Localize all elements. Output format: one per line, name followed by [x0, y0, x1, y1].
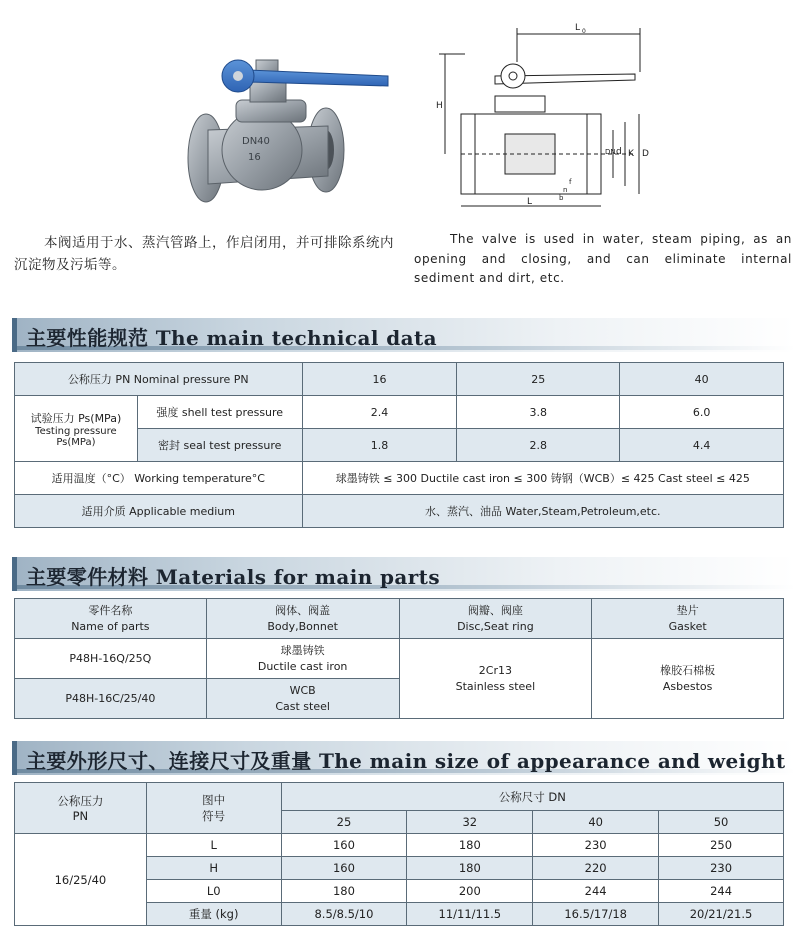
size-value: 20/21/21.5	[659, 903, 784, 926]
photo-marking-bottom: 16	[248, 152, 261, 163]
medium-label: 适用介质 Applicable medium	[15, 495, 303, 528]
size-value: 16.5/17/18	[533, 903, 659, 926]
symbol: L	[146, 834, 281, 857]
temperature-label: 适用温度（°C） Working temperature°C	[15, 462, 303, 495]
size-value: 160	[281, 834, 407, 857]
shell-value: 2.4	[302, 396, 457, 429]
photo-marking-top: DN40	[242, 136, 270, 147]
size-value: 180	[281, 880, 407, 903]
table-row	[15, 599, 784, 639]
gasket-material: 橡胶石棉板 Asbestos	[592, 639, 784, 719]
size-value: 160	[281, 857, 407, 880]
header-disc: 阀瓣、阀座 Disc,Seat ring	[399, 599, 592, 639]
size-value: 220	[533, 857, 659, 880]
symbol-label: 图中 符号	[146, 783, 281, 834]
symbol: L0	[146, 880, 281, 903]
body-material: WCB Cast steel	[206, 679, 399, 719]
section-header-technical	[12, 318, 795, 352]
dim-dn: DN	[605, 148, 616, 156]
nominal-pressure-label: 公称压力 PN Nominal pressure PN	[15, 363, 303, 396]
shell-test-label: 强度 shell test pressure	[137, 396, 302, 429]
pressure-16: 16	[302, 363, 457, 396]
section-title-technical: 主要性能规范 The main technical data	[26, 326, 437, 350]
table-row	[15, 783, 784, 811]
section-title-size: 主要外形尺寸、连接尺寸及重量 The main size of appearance and weight	[26, 749, 786, 773]
symbol: H	[146, 857, 281, 880]
seal-value: 4.4	[620, 429, 784, 462]
dim-l: L	[527, 197, 533, 207]
valve-photo	[178, 38, 393, 210]
dim-d-small: d	[616, 147, 622, 157]
size-value: 250	[659, 834, 784, 857]
pressure-25: 25	[457, 363, 620, 396]
size-table	[14, 782, 784, 926]
seal-value: 1.8	[302, 429, 457, 462]
table-row	[15, 495, 784, 528]
dim-f: f	[569, 178, 572, 186]
dim-k: K	[628, 149, 634, 159]
header-body: 阀体、阀盖 Body,Bonnet	[206, 599, 399, 639]
size-value: 11/11/11.5	[407, 903, 533, 926]
seal-test-label: 密封 seal test pressure	[137, 429, 302, 462]
size-value: 8.5/8.5/10	[281, 903, 407, 926]
materials-table	[14, 598, 784, 719]
section-header-materials	[12, 557, 795, 591]
shell-value: 6.0	[620, 396, 784, 429]
body-material: 球墨铸铁 Ductile cast iron	[206, 639, 399, 679]
description-cn: 本阀适用于水、蒸汽管路上，作启闭用，并可排除系统内沉淀物及污垢等。	[14, 235, 394, 273]
dn-value: 50	[659, 811, 784, 834]
medium-value: 水、蒸汽、油品 Water,Steam,Petroleum,etc.	[302, 495, 783, 528]
dim-h: H	[436, 101, 443, 111]
dn-value: 32	[407, 811, 533, 834]
size-value: 200	[407, 880, 533, 903]
description-en: The valve is used in water, steam piping, as an opening and closing, and can eliminate internal sediment and dirt, etc.	[414, 232, 792, 285]
section-title-materials: 主要零件材料 Materials for main parts	[26, 565, 440, 589]
table-row	[15, 462, 784, 495]
shell-value: 3.8	[457, 396, 620, 429]
dim-n: n	[563, 186, 568, 194]
valve-drawing	[435, 14, 667, 214]
part-name: P48H-16Q/25Q	[15, 639, 207, 679]
seal-value: 2.8	[457, 429, 620, 462]
dim-l0: L	[575, 23, 581, 33]
technical-table	[14, 362, 784, 528]
size-value: 244	[659, 880, 784, 903]
disc-material: 2Cr13 Stainless steel	[399, 639, 592, 719]
part-name: P48H-16C/25/40	[15, 679, 207, 719]
table-row	[15, 363, 784, 396]
pn-label: 公称压力 PN	[15, 783, 147, 834]
table-row	[15, 834, 784, 857]
header-gasket: 垫片 Gasket	[592, 599, 784, 639]
dn-value: 40	[533, 811, 659, 834]
size-value: 230	[659, 857, 784, 880]
table-row	[15, 396, 784, 429]
temperature-value: 球墨铸铁 ≤ 300 Ductile cast iron ≤ 300 铸钢（WCB）≤ 425 Cast steel ≤ 425	[302, 462, 783, 495]
test-pressure-label: 试验压力 Ps(MPa) Testing pressure Ps(MPa)	[15, 396, 138, 462]
size-value: 180	[407, 834, 533, 857]
pn-value: 16/25/40	[15, 834, 147, 926]
dim-l0-sub: 0	[582, 28, 586, 35]
dim-d-big: D	[642, 149, 649, 159]
section-header-size	[12, 741, 795, 775]
pressure-40: 40	[620, 363, 784, 396]
symbol: 重量 (kg)	[146, 903, 281, 926]
dn-value: 25	[281, 811, 407, 834]
dn-label: 公称尺寸 DN	[281, 783, 783, 811]
size-value: 244	[533, 880, 659, 903]
size-value: 230	[533, 834, 659, 857]
table-row	[15, 639, 784, 679]
dim-b: b	[559, 194, 564, 202]
header-parts: 零件名称 Name of parts	[15, 599, 207, 639]
size-value: 180	[407, 857, 533, 880]
